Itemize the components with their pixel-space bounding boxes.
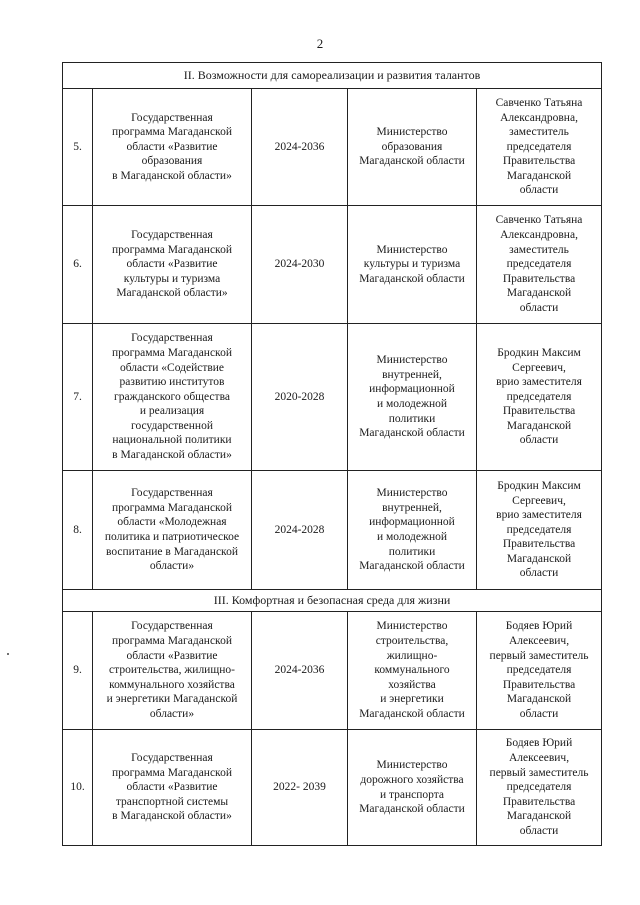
program-name-line: развитию институтов: [119, 376, 225, 389]
responsible-person-line: Алексеевич,: [508, 752, 570, 765]
row-number: 5.: [63, 89, 93, 206]
program-period: 2024-2036: [252, 612, 348, 730]
responsible-person-line: области: [519, 707, 559, 720]
program-name-line: Государственная: [131, 752, 213, 765]
responsible-ministry: [348, 612, 477, 730]
program-name-line: в Магаданской области»: [112, 810, 232, 823]
row-number: 9.: [63, 612, 93, 730]
table-row: [63, 324, 602, 471]
table-row: [63, 471, 602, 590]
program-name: [93, 612, 252, 730]
responsible-person-line: Правительства: [502, 538, 576, 551]
responsible-person-line: врио заместителя: [496, 376, 582, 389]
section-header-row: [63, 590, 602, 612]
responsible-person-line: Александровна,: [500, 229, 578, 242]
program-period: 2022- 2039: [252, 730, 348, 846]
responsible-person-line: Бодяев Юрий: [505, 737, 573, 750]
responsible-person-line: председателя: [506, 523, 572, 536]
responsible-ministry: [348, 324, 477, 471]
row-number: 8.: [63, 471, 93, 590]
program-period: 2024-2036: [252, 89, 348, 206]
program-name-line: культуры и туризма: [123, 272, 221, 285]
page-number: 2: [316, 36, 324, 51]
responsible-person-line: Савченко Татьяна: [495, 96, 583, 109]
responsible-person-line: первый заместитель: [489, 766, 589, 779]
responsible-ministry-line: дорожного хозяйства: [360, 773, 464, 786]
responsible-ministry-line: культуры и туризма: [363, 258, 461, 271]
responsible-ministry-line: и транспорта: [379, 788, 445, 801]
responsible-person: [477, 730, 602, 846]
program-name-line: программа Магаданской: [112, 126, 232, 139]
row-number: 7.: [63, 324, 93, 471]
responsible-person-line: первый заместитель: [489, 649, 589, 662]
responsible-person-line: председателя: [506, 781, 572, 794]
responsible-person-line: Магаданской: [506, 693, 572, 706]
responsible-person-line: области: [519, 824, 559, 837]
scan-speck: [7, 653, 9, 655]
program-name-line: в Магаданской области»: [112, 169, 232, 182]
row-number: 6.: [63, 206, 93, 324]
responsible-ministry-line: информационной: [369, 516, 455, 529]
responsible-person-line: Сергеевич,: [512, 361, 566, 374]
program-name-line: программа Магаданской: [112, 501, 232, 514]
responsible-ministry-line: строительства,: [375, 635, 449, 648]
program-name-line: транспортной системы: [115, 795, 229, 808]
program-name-line: Магаданской области»: [116, 287, 228, 300]
program-name-line: области «Развитие: [126, 649, 218, 662]
program-name-line: области»: [149, 707, 195, 720]
program-period: 2020-2028: [252, 324, 348, 471]
program-name-line: программа Магаданской: [112, 346, 232, 359]
row-number: 10.: [63, 730, 93, 846]
responsible-person-line: Правительства: [502, 405, 576, 418]
responsible-person: [477, 206, 602, 324]
responsible-ministry: [348, 206, 477, 324]
responsible-person-line: Сергеевич,: [512, 494, 566, 507]
responsible-ministry-line: Магаданской области: [359, 272, 465, 285]
responsible-person-line: председателя: [506, 664, 572, 677]
program-name-line: образования: [141, 155, 203, 168]
program-name-line: области «Молодежная: [117, 516, 227, 529]
responsible-person-line: области: [519, 301, 559, 314]
responsible-person-line: Бродкин Максим: [497, 479, 581, 492]
responsible-ministry: [348, 471, 477, 590]
program-name: [93, 206, 252, 324]
program-name-line: национальной политики: [112, 434, 232, 447]
program-name-line: программа Магаданской: [112, 243, 232, 256]
program-name-line: Государственная: [131, 332, 213, 345]
responsible-ministry-line: Магаданской области: [359, 155, 465, 168]
responsible-ministry-line: Магаданской области: [359, 707, 465, 720]
responsible-person: [477, 324, 602, 471]
responsible-ministry-line: Магаданской области: [359, 560, 465, 573]
program-name-line: области «Содействие: [119, 361, 225, 374]
program-name: [93, 471, 252, 590]
program-name-line: Государственная: [131, 487, 213, 500]
responsible-ministry-line: коммунального: [374, 664, 450, 677]
program-name: [93, 730, 252, 846]
responsible-person-line: Правительства: [502, 272, 576, 285]
responsible-ministry-line: Магаданской области: [359, 803, 465, 816]
program-name-line: программа Магаданской: [112, 766, 232, 779]
responsible-person-line: области: [519, 434, 559, 447]
program-name-line: государственной: [131, 419, 213, 432]
section-title: III. Комфортная и безопасная среда для жизни: [63, 590, 602, 612]
responsible-person-line: Магаданской: [506, 419, 572, 432]
responsible-ministry-line: Магаданской области: [359, 427, 465, 440]
responsible-ministry-line: образования: [381, 140, 443, 153]
responsible-ministry-line: и молодежной: [376, 398, 448, 410]
program-name-line: Государственная: [131, 229, 213, 242]
responsible-ministry-line: хозяйства: [388, 678, 436, 691]
responsible-person-line: Александровна,: [500, 111, 578, 124]
responsible-ministry-line: Министерство: [376, 126, 448, 139]
program-name-line: строительства, жилищно-: [109, 664, 235, 677]
responsible-ministry-line: и энергетики: [380, 693, 444, 706]
table-row: [63, 89, 602, 206]
responsible-person: [477, 89, 602, 206]
program-name-line: гражданского общества: [114, 390, 230, 403]
responsible-ministry-line: внутренней,: [382, 368, 442, 381]
responsible-ministry-line: Министерство: [376, 487, 448, 500]
section-header-row: [63, 63, 602, 89]
responsible-ministry-line: Министерство: [376, 354, 448, 367]
responsible-person-line: Савченко Татьяна: [495, 214, 583, 227]
program-name-line: программа Магаданской: [112, 635, 232, 648]
responsible-person: [477, 612, 602, 730]
table-row: [63, 730, 602, 846]
responsible-person-line: заместитель: [509, 126, 569, 139]
responsible-ministry-line: Министерство: [376, 759, 448, 772]
section-title: II. Возможности для самореализации и развития талантов: [63, 63, 602, 89]
responsible-ministry: [348, 730, 477, 846]
program-name-line: политика и патриотическое: [104, 531, 240, 543]
responsible-ministry-line: Министерство: [376, 243, 448, 256]
programs-table: [62, 62, 602, 846]
responsible-person-line: врио заместителя: [496, 509, 582, 522]
responsible-person-line: Магаданской: [506, 169, 572, 182]
program-name-line: и энергетики Магаданской: [106, 693, 238, 706]
program-name-line: коммунального хозяйства: [109, 678, 235, 691]
responsible-person-line: Бродкин Максим: [497, 346, 581, 359]
program-name-line: области «Развитие: [126, 140, 218, 153]
responsible-person: [477, 471, 602, 590]
responsible-ministry-line: жилищно-: [386, 649, 438, 662]
table-row: [63, 206, 602, 324]
responsible-person-line: председателя: [506, 258, 572, 271]
responsible-person-line: председателя: [506, 140, 572, 153]
responsible-person-line: области: [519, 184, 559, 197]
responsible-person-line: Магаданской: [506, 552, 572, 565]
program-period: 2024-2028: [252, 471, 348, 590]
responsible-person-line: Правительства: [502, 795, 576, 808]
responsible-ministry-line: внутренней,: [382, 501, 442, 514]
responsible-person-line: области: [519, 567, 559, 580]
responsible-ministry: [348, 89, 477, 206]
responsible-person-line: заместитель: [509, 243, 569, 256]
responsible-person-line: Магаданской: [506, 287, 572, 300]
program-name-line: и реализация: [139, 405, 205, 418]
program-name-line: в Магаданской области»: [112, 449, 232, 462]
responsible-person-line: Магаданской: [506, 810, 572, 823]
table-row: [63, 612, 602, 730]
program-name-line: области «Развитие: [126, 258, 218, 271]
responsible-ministry-line: Министерство: [376, 620, 448, 633]
program-name: [93, 89, 252, 206]
responsible-ministry-line: информационной: [369, 383, 455, 396]
program-name-line: области»: [149, 560, 195, 573]
responsible-ministry-line: политики: [388, 545, 436, 558]
responsible-ministry-line: политики: [388, 412, 436, 425]
program-name-line: Государственная: [131, 111, 213, 124]
program-name-line: области «Развитие: [126, 781, 218, 794]
responsible-person-line: председателя: [506, 390, 572, 403]
program-name-line: воспитание в Магаданской: [106, 545, 238, 558]
responsible-person-line: Правительства: [502, 155, 576, 168]
responsible-ministry-line: и молодежной: [376, 531, 448, 543]
program-period: 2024-2030: [252, 206, 348, 324]
responsible-person-line: Бодяев Юрий: [505, 620, 573, 633]
responsible-person-line: Правительства: [502, 678, 576, 691]
responsible-person-line: Алексеевич,: [508, 635, 570, 648]
program-name-line: Государственная: [131, 620, 213, 633]
program-name: [93, 324, 252, 471]
